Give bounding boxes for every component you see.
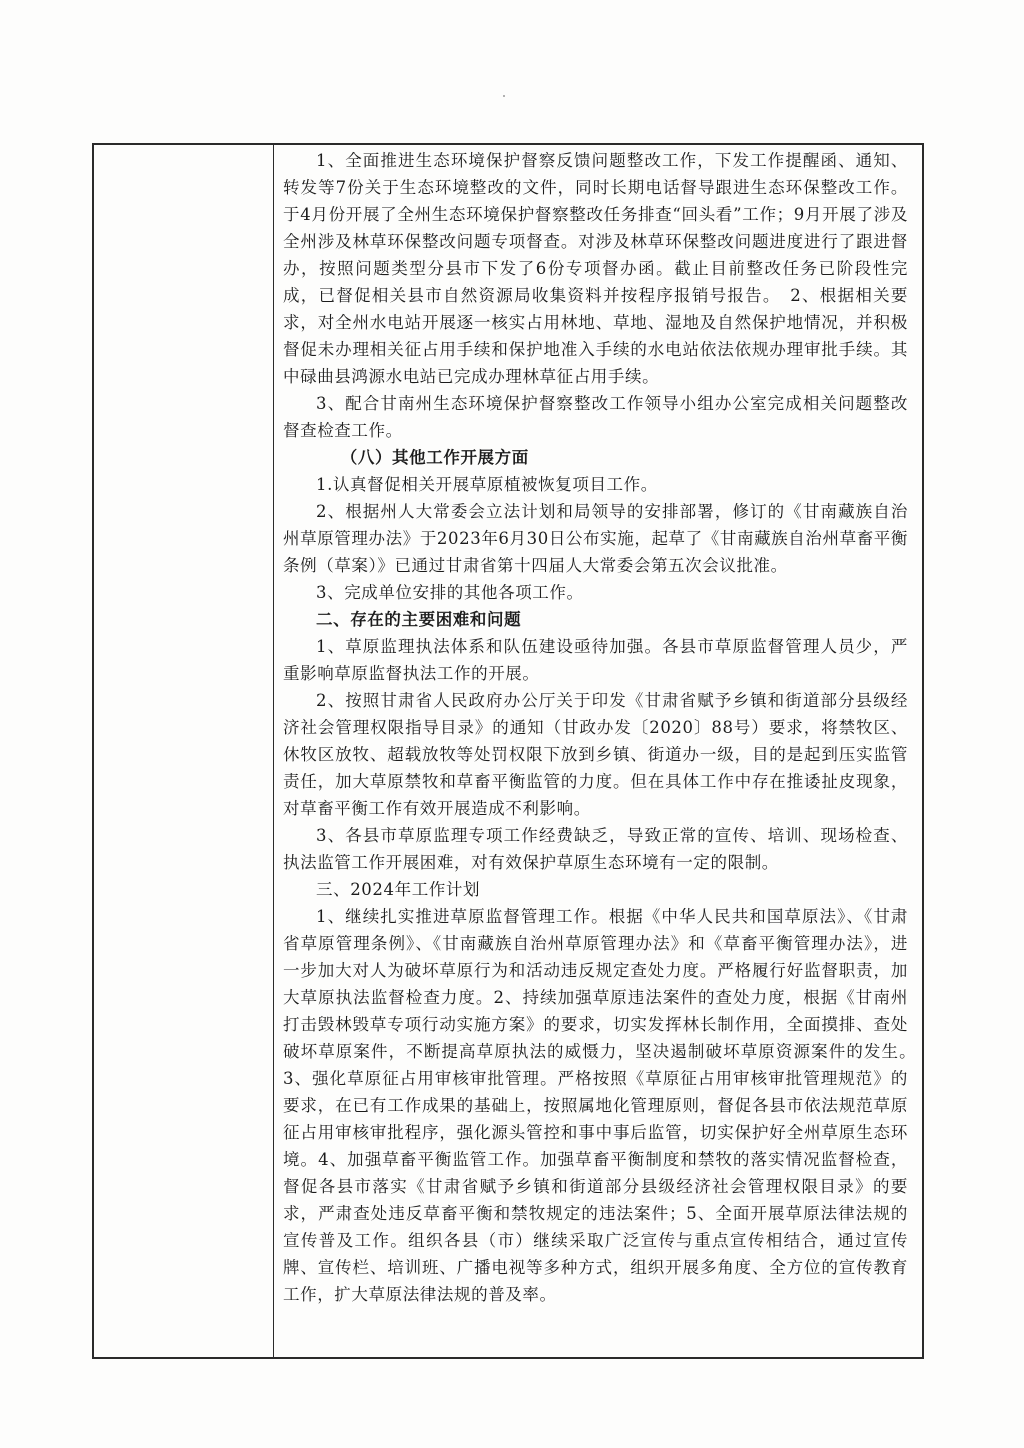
scan-speck xyxy=(503,95,505,97)
paragraph-grassland-restoration: 1.认真督促相关开展草原植被恢复项目工作。 xyxy=(316,475,658,494)
heading-2024-plan: 三、2024年工作计划 xyxy=(316,880,481,899)
paragraph-cooperate-inspection: 3、配合甘南州生态环境保护督察整改工作领导小组办公室完成相关问题整改督查检查工作。 xyxy=(283,394,908,440)
subheading-other-work: （八）其他工作开展方面 xyxy=(340,448,529,467)
report-table xyxy=(92,143,924,1359)
paragraph-difficulty-authority: 2、按照甘肃省人民政府办公厅关于印发《甘肃省赋予乡镇和街道部分县级经济社会管理权限指导目录》的通知（甘政办发〔2020〕88号）要求，将禁牧区、休牧区放牧、超载放牧等处罚权限下放到乡镇、街道办一级，目的是起到压实监管责任，加大草原禁牧和草畜平衡监管的力度。但在具体工作中存在推诿扯皮现象，对草畜平衡工作有效开展造成不利影响。 xyxy=(283,691,908,818)
paragraph-legislation: 2、根据州人大常委会立法计划和局领导的安排部署，修订的《甘南藏族自治州草原管理办法》于2023年6月30日公布实施，起草了《甘南藏族自治州草畜平衡条例（草案）》已通过甘肃省第十四届人大常委会第五次会议批准。 xyxy=(283,502,908,575)
table-content-cell xyxy=(275,145,926,1357)
paragraph-ecological-rectification: 1、全面推进生态环境保护督察反馈问题整改工作，下发工作提醒函、通知、转发等7份关于生态环境整改的文件，同时长期电话督导跟进生态环保整改工作。于4月份开展了全州生态环境保护督察整改任务排查“回头看”工作；9月开展了涉及全州涉及林草环保整改问题专项督查。对涉及林草环保整改问题进度进行了跟进督办，按照问题类型分县市下发了6份专项督办函。截止目前整改任务已阶段性完成，已督促相关县市自然资源局收集资料并按程序报销号报告。 2、根据相关要求，对全州水电站开展逐一核实占用林地、草地、湿地及自然保护地情况，并积极督促未办理相关征占用手续和保护地准入手续的水电站依法依规办理审批手续。其中碌曲县鸿源水电站已完成办理林草征占用手续。 xyxy=(283,151,908,386)
paragraph-difficulty-funding: 3、各县市草原监理专项工作经费缺乏，导致正常的宣传、培训、现场检查、执法监管工作开展困难，对有效保护草原生态环境有一定的限制。 xyxy=(283,826,908,872)
paragraph-2024-plan-details: 1、继续扎实推进草原监督管理工作。根据《中华人民共和国草原法》、《甘肃省草原管理条例》、《甘南藏族自治州草原管理办法》和《草畜平衡管理办法》，进一步加大对人为破坏草原行为和活动违反规定查处力度。严格履行好监督职责，加大草原执法监督检查力度。2、持续加强草原违法案件的查处力度，根据《甘南州打击毁林毁草专项行动实施方案》的要求，切实发挥林长制作用，全面摸排、查处破坏草原案件，不断提高草原执法的威慑力，坚决遏制破坏草原资源案件的发生。 3、强化草原征占用审核审批管理。严格按照《草原征占用审核审批管理规范》的要求，在已有工作成果的基础上，按照属地化管理原则，督促各县市依法规范草原征占用审核审批程序，强化源头管控和事中事后监管，切实保护好全州草原生态环境。4、加强草畜平衡监管工作。加强草畜平衡制度和禁牧的落实情况监督检查，督促各县市落实《甘肃省赋予乡镇和街道部分县级经济社会管理权限目录》的要求，严肃查处违反草畜平衡和禁牧规定的违法案件；5、全面开展草原法律法规的宣传普及工作。组织各县（市）继续采取广泛宣传与重点宣传相结合，通过宣传牌、宣传栏、培训班、广播电视等多种方式，组织开展多角度、全方位的宣传教育工作，扩大草原法律法规的普及率。 xyxy=(283,907,926,1304)
heading-difficulties: 二、存在的主要困难和问题 xyxy=(316,610,522,629)
paragraph-difficulty-staffing: 1、草原监理执法体系和队伍建设亟待加强。各县市草原监督管理人员少，严重影响草原监督执法工作的开展。 xyxy=(283,637,908,683)
table-label-cell xyxy=(94,145,274,1357)
paragraph-other-tasks: 3、完成单位安排的其他各项工作。 xyxy=(316,583,584,602)
